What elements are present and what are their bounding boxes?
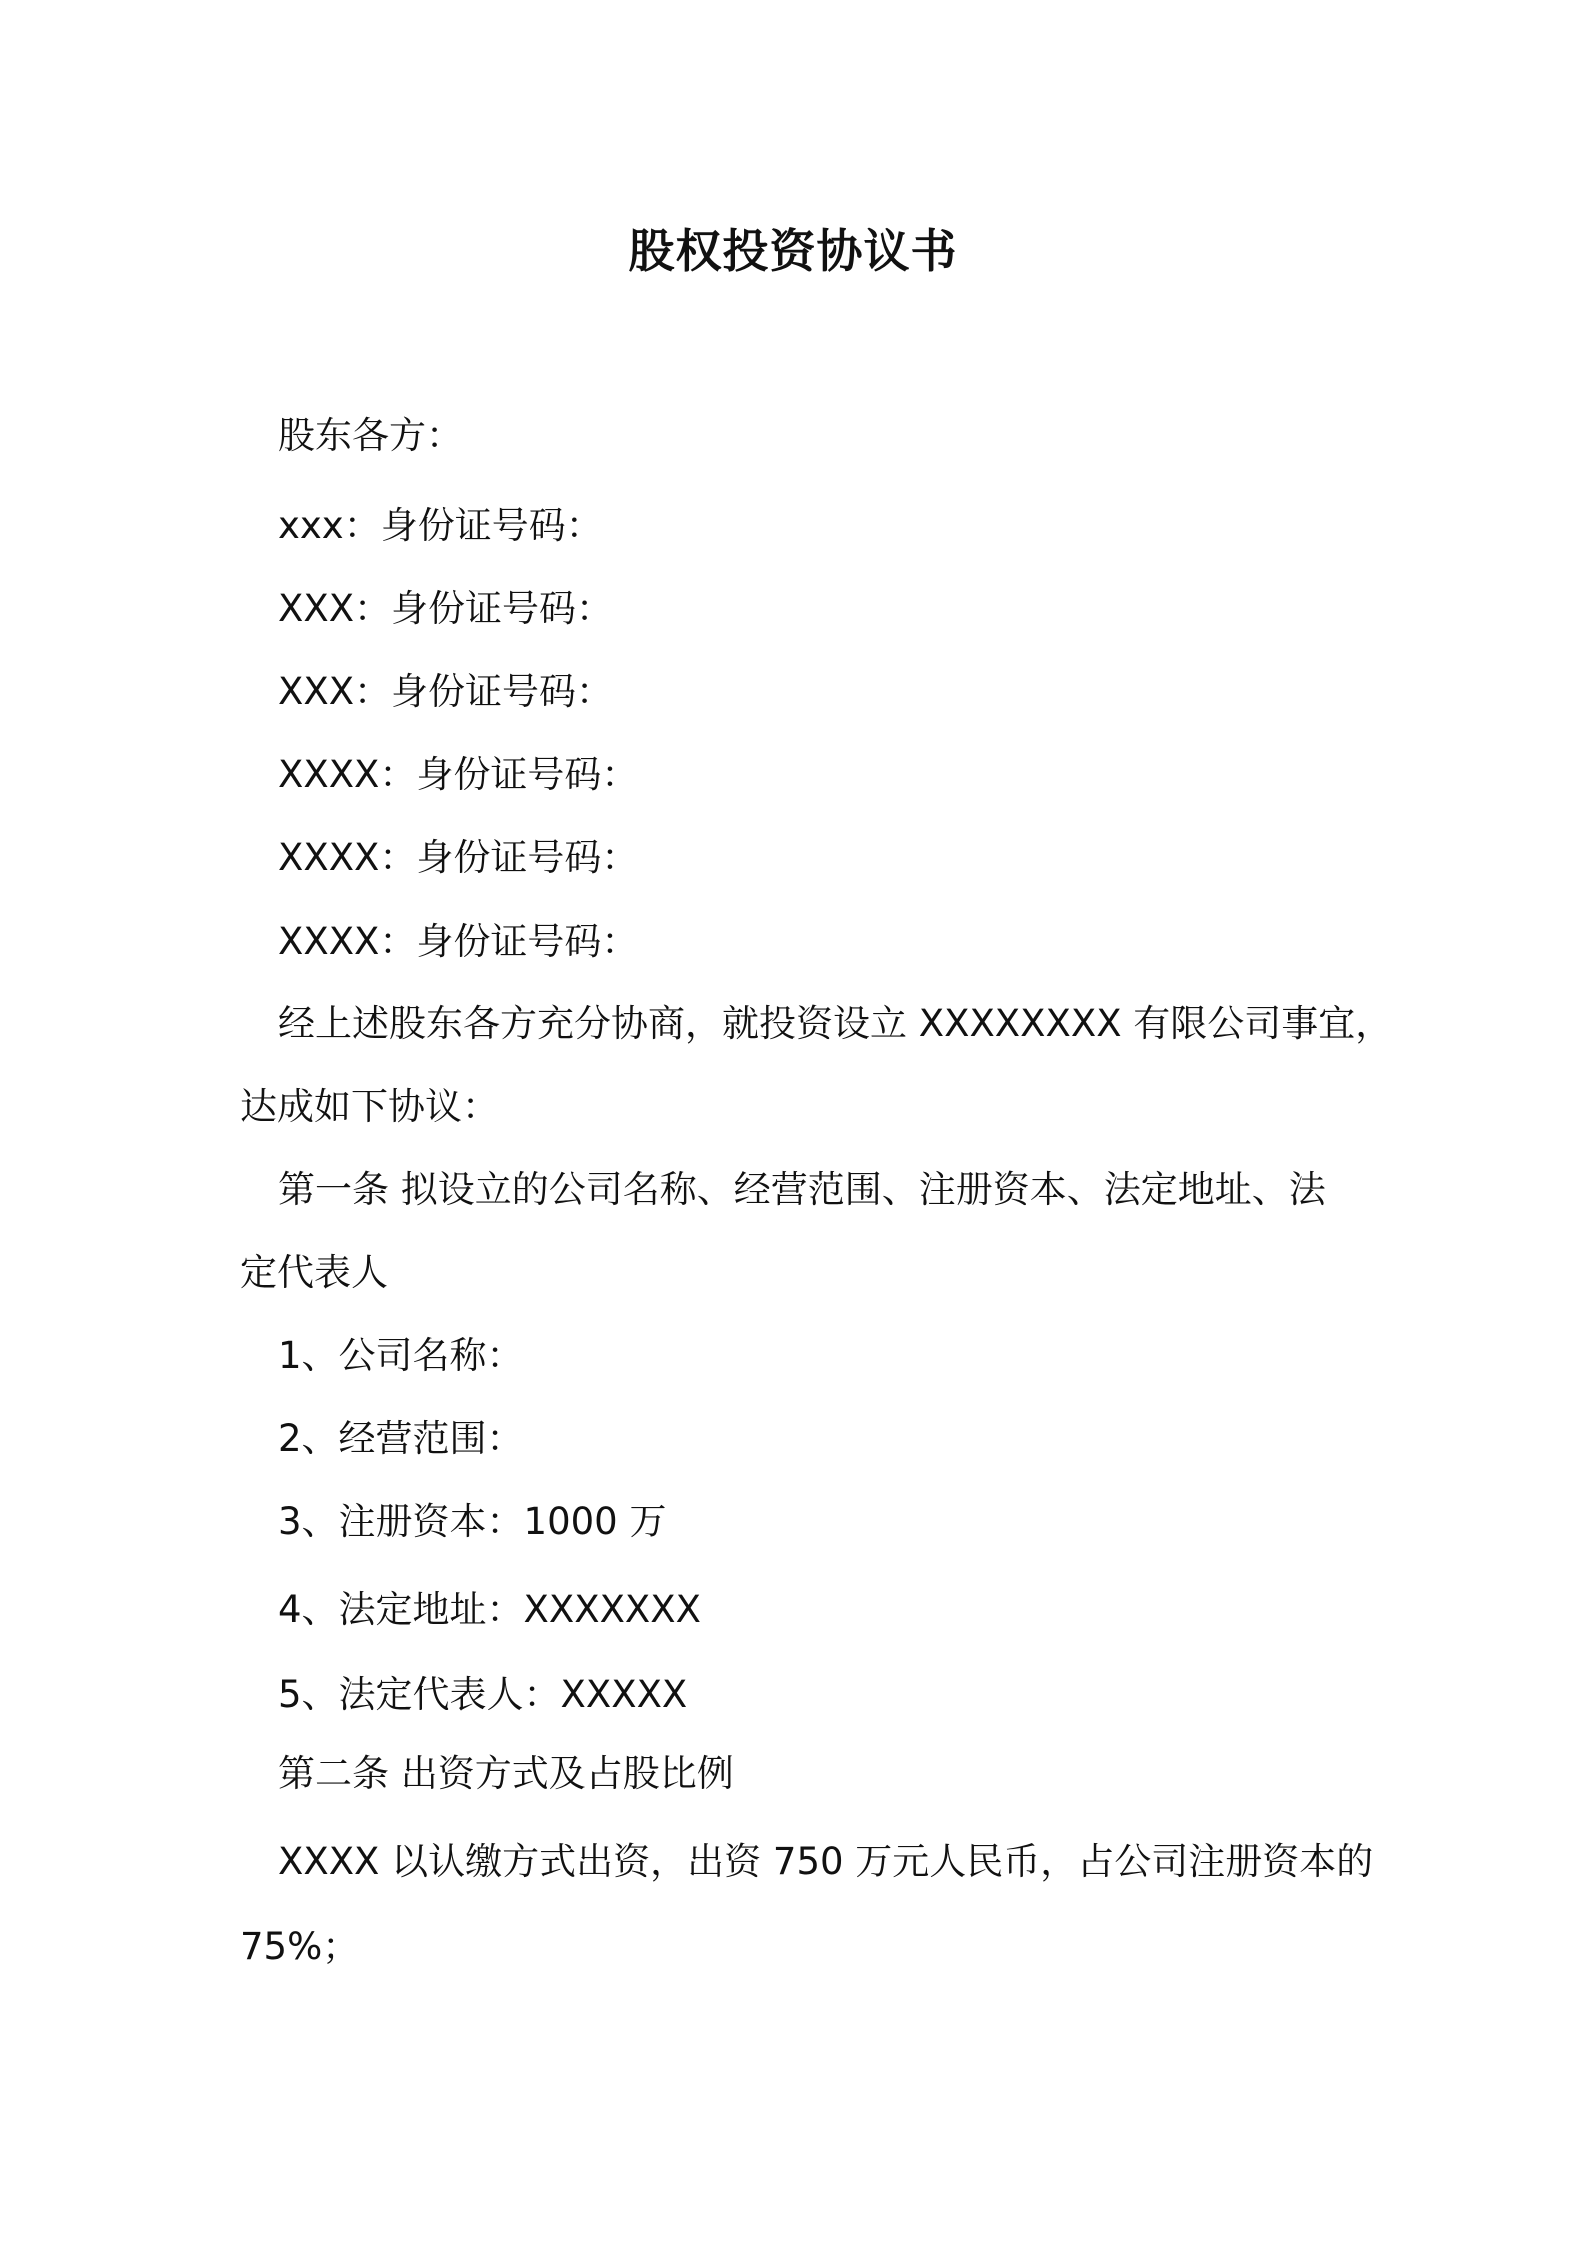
intro-line-1: 经上述股东各方充分协商，就投资设立 XXXXXXXX 有限公司事宜，: [278, 1002, 1393, 1045]
article1-item-1: 1、公司名称：: [278, 1334, 524, 1377]
shareholder-line-5: XXXX：身份证号码：: [278, 836, 639, 879]
shareholder-line-2: XXX：身份证号码：: [278, 587, 614, 630]
shareholder-line-4: XXXX：身份证号码：: [278, 753, 639, 796]
shareholder-line-1: xxx：身份证号码：: [278, 504, 603, 547]
article2-line-1: XXXX 以认缴方式出资，出资 750 万元人民币，占公司注册资本的: [278, 1840, 1374, 1883]
article1-item-5: 5、法定代表人：XXXXX: [278, 1673, 688, 1716]
shareholders-heading: 股东各方：: [278, 414, 463, 457]
article1-item-4: 4、法定地址：XXXXXXX: [278, 1588, 701, 1631]
shareholder-line-3: XXX：身份证号码：: [278, 670, 614, 713]
document-title: 股权投资协议书: [628, 224, 958, 278]
article1-item-2: 2、经营范围：: [278, 1417, 524, 1460]
article2-line-2: 75%；: [240, 1925, 360, 1968]
article1-heading-line-1: 第一条 拟设立的公司名称、经营范围、注册资本、法定地址、法: [278, 1168, 1326, 1211]
shareholder-line-6: XXXX：身份证号码：: [278, 920, 639, 963]
article1-item-3: 3、注册资本：1000 万: [278, 1500, 667, 1543]
article1-heading-line-2: 定代表人: [240, 1251, 388, 1294]
intro-line-2: 达成如下协议：: [240, 1085, 499, 1128]
article2-heading: 第二条 出资方式及占股比例: [278, 1752, 734, 1795]
